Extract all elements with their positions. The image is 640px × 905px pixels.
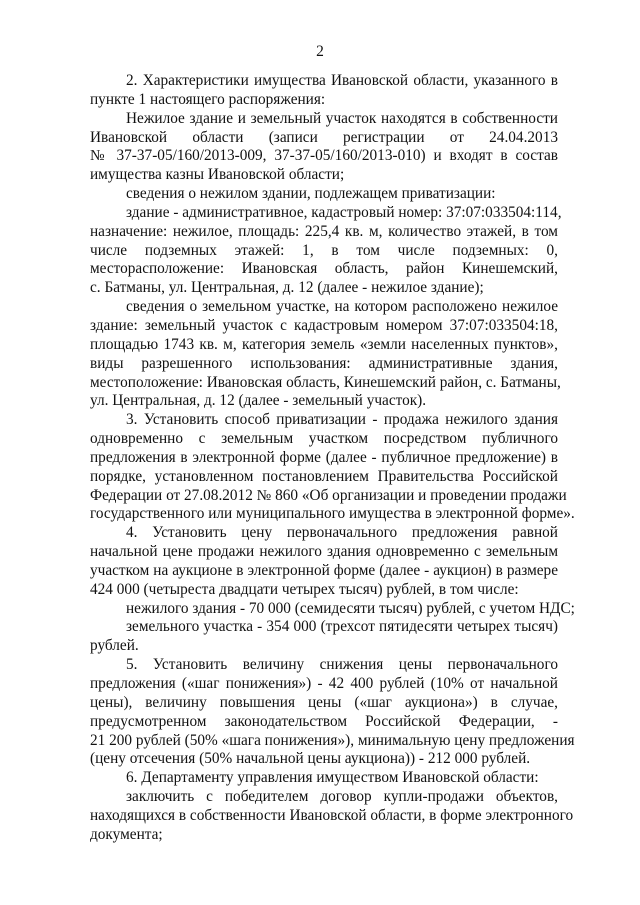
text-line: документа; bbox=[90, 825, 163, 843]
text-line: 3. Установить способ приватизации - продажа нежилого здания bbox=[126, 411, 558, 429]
text-line: 2. Характеристики имущества Ивановской области, указанного в bbox=[126, 72, 558, 89]
text-line: Федерации от 27.08.2012 № 860 «Об организации и проведении продажи bbox=[90, 486, 567, 504]
text-line: с. Батманы, ул. Центральная, д. 12 (далее - нежилое здание); bbox=[90, 279, 484, 297]
text-line: сведения о нежилом здании, подлежащем приватизации: bbox=[126, 185, 496, 203]
text-line: рублей. bbox=[90, 637, 139, 655]
text-line: числе подземных этажей: 1, в том числе подземных: 0, bbox=[90, 241, 558, 259]
text-line: порядке, установленном постановлением Правительства Российской bbox=[90, 467, 558, 485]
text-line: местоположение: Ивановская область, Кинешемский район, с. Батманы, bbox=[90, 373, 561, 391]
text-line: (цену отсечения (50% начальной цены аукциона)) - 212 000 рублей. bbox=[90, 750, 531, 768]
text-line: предложения («шаг понижения») - 42 400 рублей (10% от начальной bbox=[90, 675, 558, 692]
text-line: цены), величину повышения цены («шаг аукциона») в случае, bbox=[90, 693, 558, 711]
text-line: заключить с победителем договор купли-продажи объектов, bbox=[126, 788, 558, 806]
text-line: № 37-37-05/160/2013-009, 37-37-05/160/2013-010) и входят в состав bbox=[90, 147, 558, 165]
text-line: одновременно с земельным участком посредством публичного bbox=[90, 430, 558, 448]
text-line: предложения в электронной форме (далее - публичное предложение) в bbox=[90, 448, 558, 466]
text-line: находящихся в собственности Ивановской области, в форме электронного bbox=[90, 806, 574, 824]
text-line: государственного или муниципального имущества в электронной форме». bbox=[90, 505, 575, 523]
text-line: нежилого здания - 70 000 (семидесяти тысяч) рублей, с учетом НДС; bbox=[126, 599, 575, 617]
text-line: начальной цене продажи нежилого здания одновременно с земельным bbox=[90, 543, 558, 561]
document-body bbox=[90, 72, 575, 845]
text-line: месторасположение: Ивановская область, район Кинешемский, bbox=[90, 260, 558, 278]
text-line: здание - административное, кадастровый номер: 37:07:033504:114, bbox=[126, 203, 562, 221]
text-line: 4. Установить цену первоначального предложения равной bbox=[126, 524, 558, 542]
text-line: здание: земельный участок с кадастровым номером 37:07:033504:18, bbox=[90, 316, 558, 334]
text-line: предусмотренном законодательством Российской Федерации, - bbox=[90, 712, 558, 730]
text-line: Ивановской области (записи регистрации от 24.04.2013 bbox=[90, 128, 558, 146]
text-line: виды разрешенного использования: административные здания, bbox=[90, 354, 558, 372]
text-line: 6. Департаменту управления имуществом Ивановской области: bbox=[126, 769, 539, 787]
text-line: сведения о земельном участке, на котором расположено нежилое bbox=[126, 298, 558, 316]
text-line: площадью 1743 кв. м, категория земель «земли населенных пунктов», bbox=[90, 335, 558, 353]
text-line: земельного участка - 354 000 (трехсот пятидесяти четырех тысяч) bbox=[126, 618, 558, 636]
text-line: ул. Центральная, д. 12 (далее - земельный участок). bbox=[90, 392, 427, 410]
text-line: участком на аукционе в электронной форме (далее - аукцион) в размере bbox=[90, 561, 558, 579]
page-number: 2 bbox=[316, 43, 324, 60]
text-line: назначение: нежилое, площадь: 225,4 кв. м, количество этажей, в том bbox=[90, 222, 558, 240]
text-line: 5. Установить величину снижения цены первоначального bbox=[126, 656, 558, 674]
text-line: 21 200 рублей (50% «шага понижения»), минимальную цену предложения bbox=[90, 731, 575, 749]
text-line: 424 000 (четыреста двадцати четырех тысяч) рублей, в том числе: bbox=[90, 580, 519, 598]
text-line: пункте 1 настоящего распоряжения: bbox=[90, 90, 326, 108]
text-line: Нежилое здание и земельный участок находятся в собственности bbox=[126, 109, 558, 127]
text-line: имущества казны Ивановской области; bbox=[90, 166, 345, 184]
